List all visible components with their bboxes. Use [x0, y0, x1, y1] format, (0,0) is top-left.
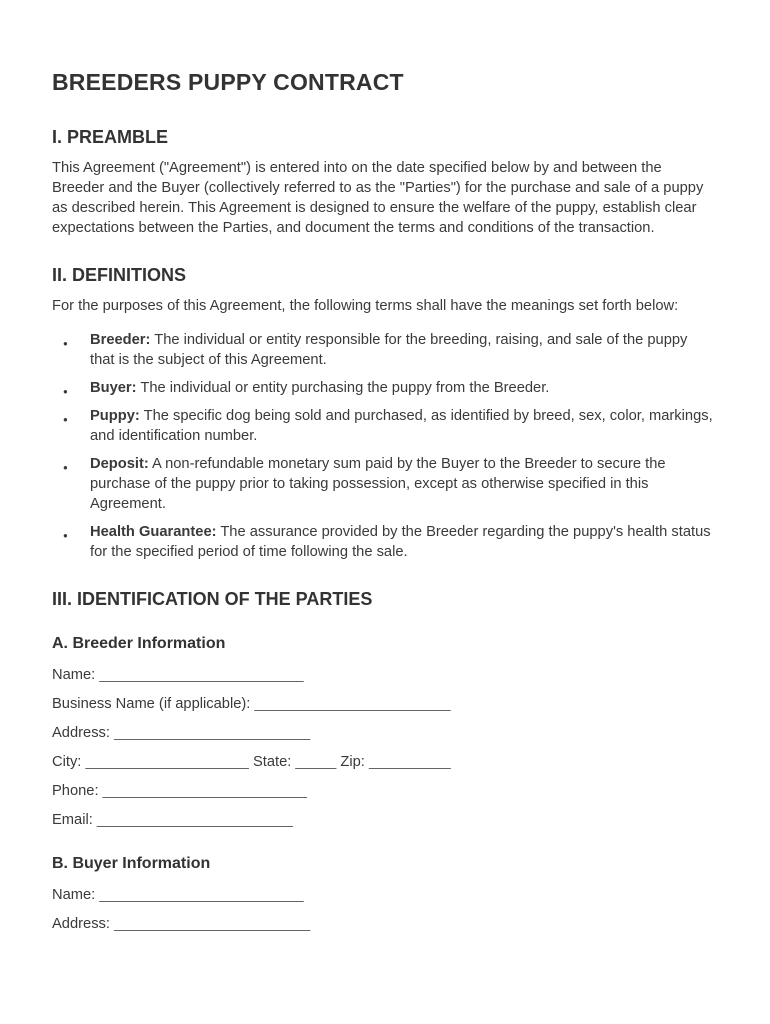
- section-heading-definitions: II. DEFINITIONS: [52, 265, 187, 285]
- field-label: City:: [52, 754, 82, 770]
- definition-item: ● Breeder: The individual or entity responsible for the breeding, raising, and sale of the puppy that is the subject of this Agreement.: [52, 330, 713, 370]
- subsection-heading-breeder-information: A. Breeder Information: [52, 635, 226, 652]
- form-field-row: [52, 885, 713, 905]
- section-heading-identification: III. IDENTIFICATION OF THE PARTIES: [52, 589, 373, 609]
- document-title: BREEDERS PUPPY CONTRACT: [52, 69, 404, 95]
- buyer-information-fields: [52, 885, 713, 934]
- definition-term: Buyer:: [90, 380, 137, 396]
- field-blank-line[interactable]: _________________________: [99, 887, 304, 903]
- field-blank-line[interactable]: ________________________: [254, 696, 451, 712]
- definition-item: ● Deposit: A non-refundable monetary sum paid by the Buyer to the Breeder to secure the purchase of the puppy prior to taking possession, except as otherwise specified in this Agreement.: [52, 454, 713, 514]
- definition-term: Breeder:: [90, 332, 151, 348]
- field-blank-line[interactable]: _________________________: [102, 783, 307, 799]
- field-label: Address:: [52, 916, 110, 932]
- breeder-information-fields: [52, 665, 713, 830]
- form-field-row: [52, 723, 713, 743]
- field-label: Name:: [52, 887, 96, 903]
- field-label: Address:: [52, 725, 110, 741]
- definition-item: ● Puppy: The specific dog being sold and purchased, as identified by breed, sex, color, markings, and identification number.: [52, 406, 713, 446]
- field-blank-line[interactable]: ________________________: [96, 812, 293, 828]
- field-label: Phone:: [52, 783, 99, 799]
- definition-term: Deposit:: [90, 456, 149, 472]
- field-blank-line[interactable]: _____: [295, 754, 337, 770]
- field-label: Name:: [52, 667, 96, 683]
- field-label: Email:: [52, 812, 93, 828]
- form-field-row: [52, 665, 713, 685]
- section-heading-preamble: I. PREAMBLE: [52, 127, 169, 147]
- form-field-row: [52, 694, 713, 714]
- field-label: State:: [252, 754, 292, 770]
- field-blank-line[interactable]: ________________________: [114, 725, 311, 741]
- definition-item: ● Buyer: The individual or entity purchasing the puppy from the Breeder.: [52, 378, 713, 398]
- form-field-row: [52, 810, 713, 830]
- definition-term: Puppy:: [90, 408, 140, 424]
- field-blank-line[interactable]: ____________________: [85, 754, 249, 770]
- definition-term: Health Guarantee:: [90, 524, 217, 540]
- definitions-list: [52, 330, 713, 562]
- field-blank-line[interactable]: __________: [368, 754, 451, 770]
- subsection-heading-buyer-information: B. Buyer Information: [52, 855, 211, 872]
- form-field-row: [52, 752, 713, 772]
- field-label: Business Name (if applicable):: [52, 696, 251, 712]
- definition-item: ● Health Guarantee: The assurance provided by the Breeder regarding the puppy's health status for the specified period of time following the sale.: [52, 522, 713, 562]
- preamble-paragraph: This Agreement ("Agreement") is entered into on the date specified below by and between the Breeder and the Buyer (collectively referred to as the "Parties") for the purchase and sale of a puppy as described herein. This Agreement is designed to ensure the welfare of the puppy, establish clear expectations between the Parties, and document the terms and conditions of the transaction.: [52, 160, 704, 236]
- field-label: Zip:: [340, 754, 365, 770]
- form-field-row: [52, 914, 713, 934]
- form-field-row: [52, 781, 713, 801]
- field-blank-line[interactable]: _________________________: [99, 667, 304, 683]
- definitions-intro: For the purposes of this Agreement, the following terms shall have the meanings set forth below:: [52, 298, 679, 314]
- field-blank-line[interactable]: ________________________: [114, 916, 311, 932]
